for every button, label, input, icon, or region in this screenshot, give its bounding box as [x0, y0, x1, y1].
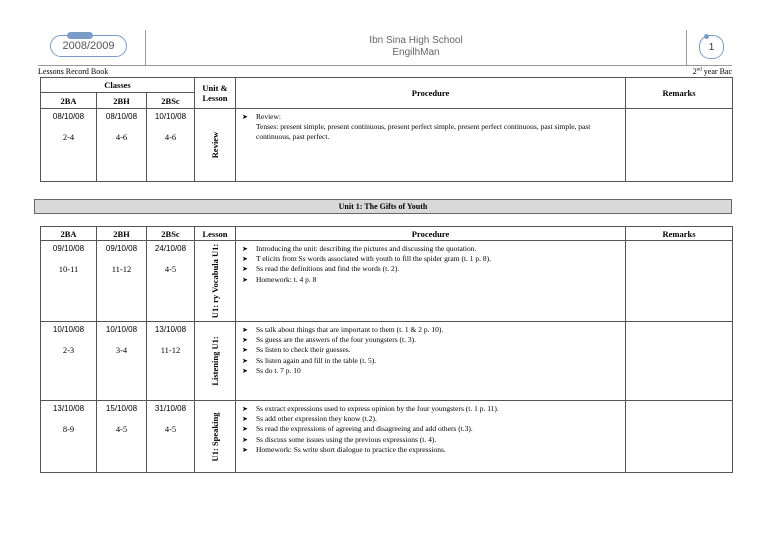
date-cell	[147, 401, 195, 473]
procedure-cell	[236, 109, 626, 182]
date: 31/10/08	[154, 404, 187, 413]
remarks-header: Remarks	[626, 78, 733, 109]
header-divider	[686, 30, 687, 65]
remarks-cell	[626, 401, 733, 473]
remarks-cell	[626, 109, 733, 182]
lesson-cell	[195, 109, 236, 182]
date-cell	[97, 241, 147, 322]
date-cell	[41, 401, 97, 473]
period: 4-5	[164, 424, 177, 434]
procedure-header: Procedure	[236, 78, 626, 109]
lesson-title: U1: ry Vocabula U1:	[210, 243, 220, 319]
lesson-title: Review	[210, 131, 220, 159]
grade-number: 2	[692, 67, 697, 76]
date: 10/10/08	[154, 112, 187, 121]
date: 10/10/08	[105, 325, 138, 334]
date: 09/10/08	[52, 244, 85, 253]
period: 4-5	[164, 264, 177, 274]
procedure-item: ➤ Ss do t. 7 p. 10	[242, 366, 621, 376]
table-row	[41, 109, 733, 182]
period: 11-12	[111, 264, 132, 274]
classes-header: Classes	[41, 78, 195, 93]
procedure-item: ➤ Ss read the definitions and find the words (t. 2).	[242, 264, 621, 274]
procedure-item: ➤ Homework: Ss write short dialogue to practice the expressions.	[242, 445, 621, 455]
period: 4-6	[115, 132, 128, 142]
period: 2-4	[62, 132, 75, 142]
procedure-item: ➤ Ss listen again and fill in the table (t. 5).	[242, 356, 621, 366]
grade-label	[693, 67, 732, 76]
table-row	[41, 401, 733, 473]
school-heading	[146, 35, 686, 59]
period: 4-6	[164, 132, 177, 142]
date: 15/10/08	[105, 404, 138, 413]
procedure-cell	[236, 322, 626, 401]
unit-lessons-table	[40, 226, 733, 473]
period: 11-12	[160, 345, 181, 355]
procedure-item: ➤ Ss listen to check their guesses.	[242, 345, 621, 355]
class-2ba-header: 2BA	[41, 93, 97, 109]
review-table	[40, 77, 733, 182]
period: 8-9	[62, 424, 75, 434]
date-cell	[41, 241, 97, 322]
lesson-title: U1: Speaking	[210, 412, 220, 461]
class-2bh-header: 2BH	[97, 227, 147, 241]
procedure-cell	[236, 241, 626, 322]
table-row	[41, 322, 733, 401]
remarks-cell	[626, 241, 733, 322]
date-cell	[41, 322, 97, 401]
class-2bsc-header: 2BSc	[147, 227, 195, 241]
school-name: Ibn Sina High School	[369, 35, 463, 46]
class-2ba-header: 2BA	[41, 227, 97, 241]
procedure-item: ➤ T elicits from Ss words associated with youth to fill the spider gram (t. 1 p. 8).	[242, 254, 621, 264]
date: 13/10/08	[154, 325, 187, 334]
date-cell	[147, 322, 195, 401]
lesson-title: Listening U1:	[210, 336, 220, 386]
procedure-item: ➤ Review: Tenses: present simple, present continuous, present perfect simple, present perfect continuous, past simple, past continuous, past perfect.	[242, 112, 621, 143]
subject-name: EngilhMan	[392, 47, 440, 58]
year-badge: 2008/2009	[50, 35, 127, 57]
grade-suffix: nd	[696, 67, 702, 73]
date: 08/10/08	[105, 112, 138, 121]
table-row	[41, 241, 733, 322]
record-book-label: Lessons Record Book	[38, 67, 109, 76]
procedure-item: ➤ Ss talk about things that are important to them (t. 1 & 2 p. 10).	[242, 325, 621, 335]
procedure-item: ➤ Introducing the unit: describing the pictures and discussing the quotation.	[242, 244, 621, 254]
procedure-item: ➤ Ss guess are the answers of the four youngsters (t. 3).	[242, 335, 621, 345]
procedure-item: ➤ Homework: t. 4 p. 8	[242, 275, 621, 285]
period: 4-5	[115, 424, 128, 434]
grade-text: year Bac	[701, 67, 732, 76]
unit-lesson-header: Unit & Lesson	[195, 78, 236, 109]
date: 24/10/08	[154, 244, 187, 253]
date-cell	[147, 241, 195, 322]
procedure-item: ➤ Ss discuss some issues using the previous expressions (t. 4).	[242, 435, 621, 445]
remarks-header: Remarks	[626, 227, 733, 241]
date-cell	[97, 401, 147, 473]
date-cell	[147, 109, 195, 182]
class-2bh-header: 2BH	[97, 93, 147, 109]
page-number-badge: 1	[699, 35, 724, 59]
period: 3-4	[115, 345, 128, 355]
lesson-header: Lesson	[195, 227, 236, 241]
lesson-cell	[195, 241, 236, 322]
date: 09/10/08	[105, 244, 138, 253]
lesson-cell	[195, 322, 236, 401]
date: 13/10/08	[52, 404, 85, 413]
procedure-item: ➤ Ss extract expressions used to express opinion by the four youngsters (t. 1 p. 11).	[242, 404, 621, 414]
period: 10-11	[58, 264, 79, 274]
date-cell	[97, 109, 147, 182]
date-cell	[97, 322, 147, 401]
lesson-cell	[195, 401, 236, 473]
period: 2-3	[62, 345, 75, 355]
procedure-item: ➤ Ss add other expression they know (t.2).	[242, 414, 621, 424]
page-header	[38, 30, 732, 66]
unit-title-bar: Unit 1: The Gifts of Youth	[34, 199, 732, 214]
date: 08/10/08	[52, 112, 85, 121]
remarks-cell	[626, 322, 733, 401]
date-cell	[41, 109, 97, 182]
procedure-item: ➤ Ss read the expressions of agreeing and disagreeing and add others (t.3).	[242, 424, 621, 434]
procedure-cell	[236, 401, 626, 473]
date: 10/10/08	[52, 325, 85, 334]
procedure-header: Procedure	[236, 227, 626, 241]
class-2bsc-header: 2BSc	[147, 93, 195, 109]
